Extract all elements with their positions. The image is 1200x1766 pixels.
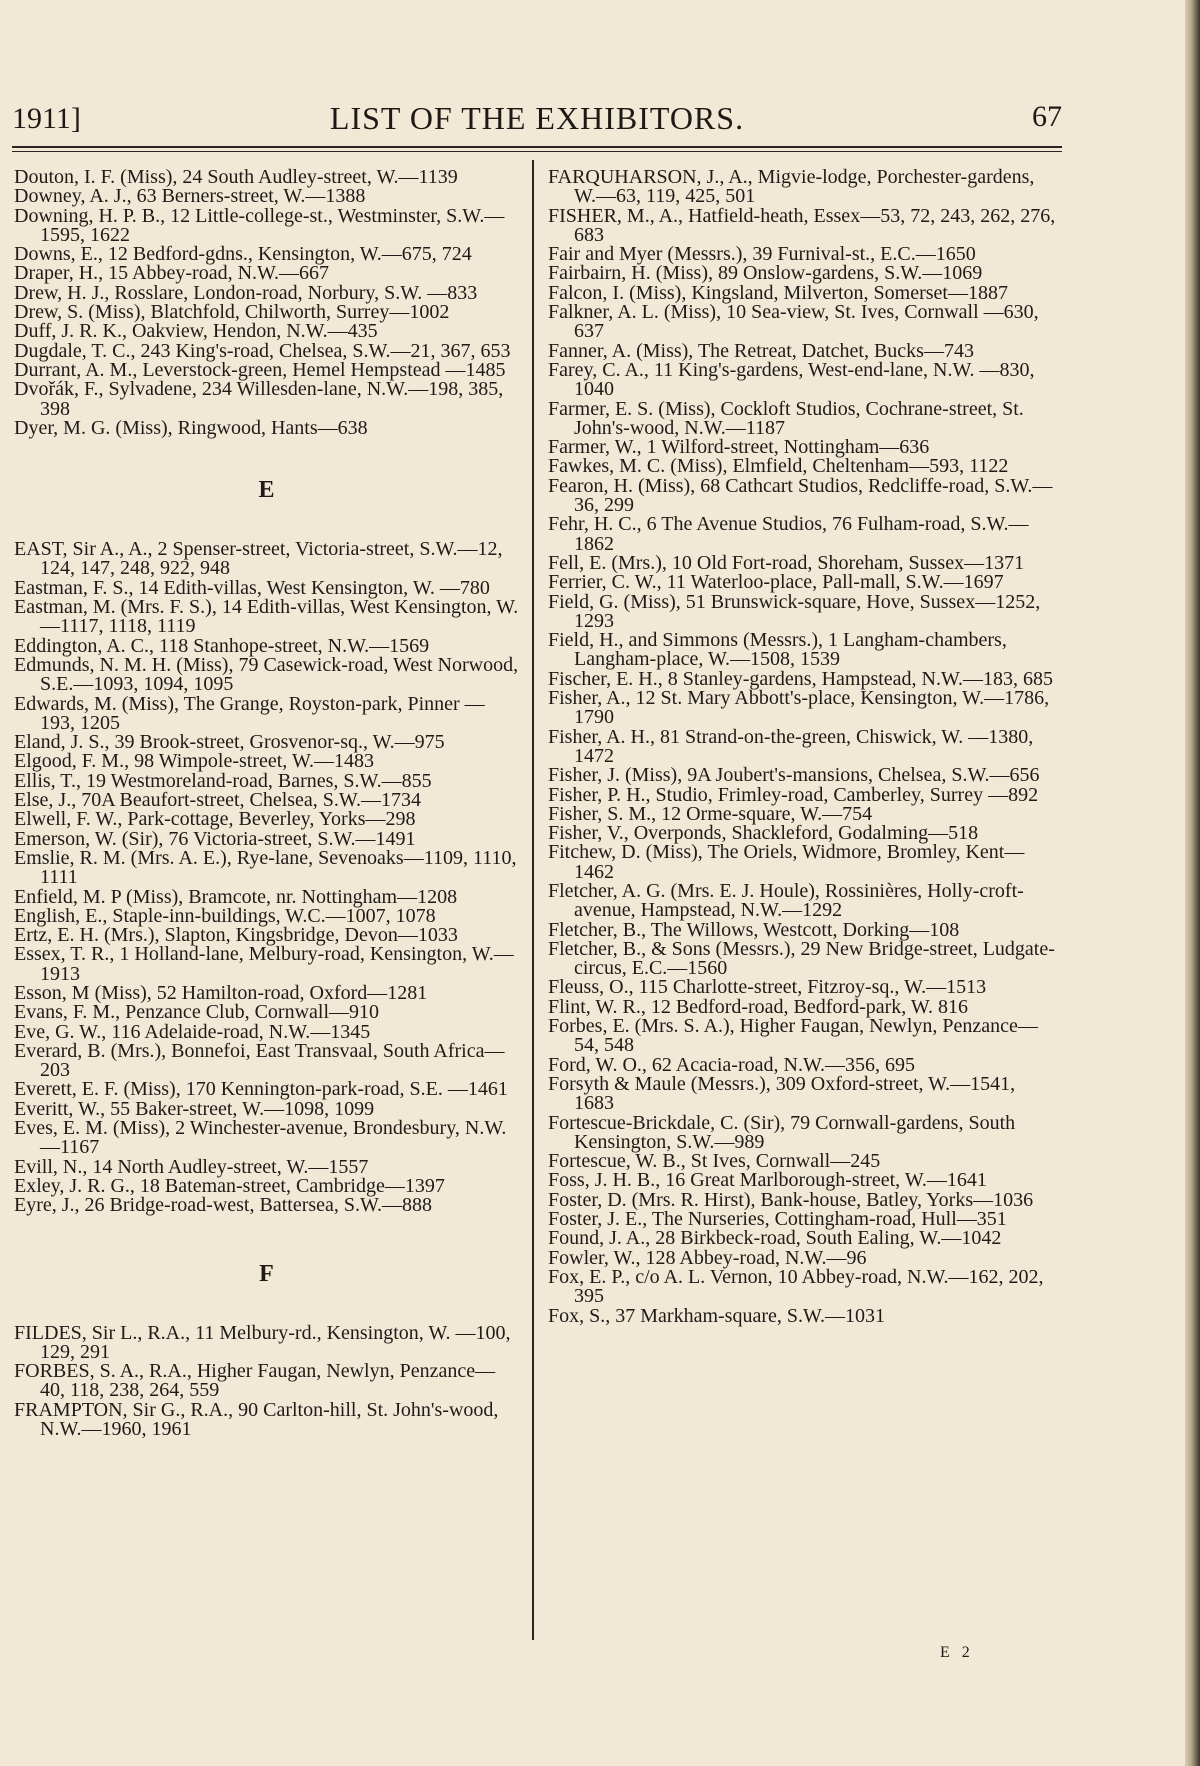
list-item: Fawkes, M. C. (Miss), Elmfield, Cheltenham—593, 1122 (548, 455, 1009, 478)
page-header (12, 100, 1062, 140)
entries-d (14, 168, 519, 438)
header-rule-thin (12, 151, 1062, 152)
list-item: Fletcher, B., & Sons (Messrs.), 29 New Bridge-street, Ludgate-circus, E.C.—1560 (548, 937, 1055, 980)
list-item: Duff, J. R. K., Oakview, Hendon, N.W.—435 (14, 320, 378, 343)
list-item: Evill, N., 14 North Audley-street, W.—1557 (14, 1155, 369, 1178)
list-item: Dugdale, T. C., 243 King's-road, Chelsea, S.W.—21, 367, 653 (14, 339, 511, 362)
section-letter-f: F (259, 1260, 274, 1287)
list-item: Drew, S. (Miss), Blatchfold, Chilworth, Surrey—1002 (14, 301, 450, 324)
list-item: English, E., Staple-inn-buildings, W.C.—1007, 1078 (14, 904, 436, 927)
signature-mark: E 2 (940, 1644, 974, 1661)
list-item: Ford, W. O., 62 Acacia-road, N.W.—356, 695 (548, 1053, 915, 1076)
list-item: Fair and Myer (Messrs.), 39 Furnival-st., E.C.—1650 (548, 243, 976, 266)
list-item: Exley, J. R. G., 18 Bateman-street, Cambridge—1397 (14, 1174, 445, 1197)
list-item: Eyre, J., 26 Bridge-road-west, Battersea, S.W.—888 (14, 1194, 433, 1217)
list-item: Ferrier, C. W., 11 Waterloo-place, Pall-mall, S.W.—1697 (548, 571, 1004, 594)
list-item: Edwards, M. (Miss), The Grange, Royston-park, Pinner —193, 1205 (14, 692, 485, 734)
list-item: Fowler, W., 128 Abbey-road, N.W.—96 (548, 1246, 867, 1269)
list-item: Field, H., and Simmons (Messrs.), 1 Langham-chambers, Langham-place, W.—1508, 1539 (548, 629, 1007, 671)
list-item: Downey, A. J., 63 Berners-street, W.—1388 (14, 185, 366, 208)
list-item: FISHER, M., A., Hatfield-heath, Essex—53, 72, 243, 262, 276, 683 (548, 204, 1056, 246)
list-item: Fearon, H. (Miss), 68 Cathcart Studios, Redcliffe-road, S.W.—36, 299 (548, 474, 1053, 517)
list-item: FORBES, S. A., R.A., Higher Faugan, Newlyn, Penzance—40, 118, 238, 264, 559 (14, 1360, 496, 1402)
list-item: Farmer, E. S. (Miss), Cockloft Studios, Cochrane-street, St. John's-wood, N.W.—1187 (548, 397, 1024, 439)
list-item: Enfield, M. P (Miss), Bramcote, nr. Nottingham—1208 (14, 885, 458, 908)
list-item: EAST, Sir A., A., 2 Spenser-street, Victoria-street, S.W.—12, 124, 147, 248, 922, 948 (14, 538, 503, 580)
list-item: Evans, F. M., Penzance Club, Cornwall—910 (14, 1001, 380, 1024)
list-item: Fleuss, O., 115 Charlotte-street, Fitzroy-sq., W.—1513 (548, 976, 987, 999)
list-item: Downing, H. P. B., 12 Little-college-st., Westminster, S.W.—1595, 1622 (14, 204, 505, 246)
list-item: Elgood, F. M., 98 Wimpole-street, W.—1483 (14, 750, 374, 773)
list-item: Essex, T. R., 1 Holland-lane, Melbury-road, Kensington, W.—1913 (14, 943, 514, 985)
list-item: Fisher, S. M., 12 Orme-square, W.—754 (548, 802, 873, 825)
list-item: Fisher, J. (Miss), 9A Joubert's-mansions, Chelsea, S.W.—656 (548, 764, 1040, 787)
list-item: FARQUHARSON, J., A., Migvie-lodge, Porchester-gardens, W.—63, 119, 425, 501 (548, 166, 1035, 208)
list-item: Fisher, A. H., 81 Strand-on-the-green, Chiswick, W. —1380, 1472 (548, 725, 1034, 767)
list-item: Else, J., 70A Beaufort-street, Chelsea, S.W.—1734 (14, 789, 421, 812)
list-item: Foster, J. E., The Nurseries, Cottingham-road, Hull—351 (548, 1208, 1007, 1231)
page-edge (1185, 0, 1200, 1766)
list-item: Fortescue-Brickdale, C. (Sir), 79 Cornwall-gardens, South Kensington, S.W.—989 (548, 1111, 1016, 1153)
list-item: Foster, D. (Mrs. R. Hirst), Bank-house, Batley, Yorks—1036 (548, 1188, 1034, 1211)
list-item: Dyer, M. G. (Miss), Ringwood, Hants—638 (14, 416, 368, 439)
list-item: Field, G. (Miss), 51 Brunswick-square, Hove, Sussex—1252, 1293 (548, 590, 1041, 632)
list-item: Fisher, P. H., Studio, Frimley-road, Camberley, Surrey —892 (548, 783, 1039, 806)
list-item: FILDES, Sir L., R.A., 11 Melbury-rd., Kensington, W. —100, 129, 291 (14, 1321, 511, 1363)
list-item: Ellis, T., 19 Westmoreland-road, Barnes, S.W.—855 (14, 769, 432, 792)
list-item: Ertz, E. H. (Mrs.), Slapton, Kingsbridge, Devon—1033 (14, 924, 458, 947)
list-item: Drew, H. J., Rosslare, London-road, Norbury, S.W. —833 (14, 281, 478, 304)
header-title: LIST OF THE EXHIBITORS. (329, 100, 745, 136)
list-item: Fox, E. P., c/o A. L. Vernon, 10 Abbey-road, N.W.—162, 202, 395 (548, 1265, 1044, 1308)
list-item: Fletcher, A. G. (Mrs. E. J. Houle), Rossinières, Holly-croft-avenue, Hampstead, N.W.—1292 (548, 879, 1024, 922)
list-item: Forsyth & Maule (Messrs.), 309 Oxford-street, W.—1541, 1683 (548, 1072, 1016, 1115)
list-item: Found, J. A., 28 Birkbeck-road, South Ealing, W.—1042 (548, 1227, 1002, 1250)
list-item: Eve, G. W., 116 Adelaide-road, N.W.—1345 (14, 1020, 371, 1043)
list-item: Durrant, A. M., Leverstock-green, Hemel Hempstead —1485 (14, 358, 506, 381)
list-item: Everett, E. F. (Miss), 170 Kennington-park-road, S.E. —1461 (14, 1078, 508, 1101)
list-item: Eastman, F. S., 14 Edith-villas, West Kensington, W. —780 (14, 576, 490, 599)
entries-e (14, 540, 519, 1215)
list-item: Elwell, F. W., Park-cottage, Beverley, Yorks—298 (14, 808, 416, 831)
list-item: Foss, J. H. B., 16 Great Marlborough-street, W.—1641 (548, 1169, 987, 1192)
list-item: Dvořák, F., Sylvadene, 234 Willesden-lane, N.W.—198, 385, 398 (14, 378, 504, 420)
list-item: Farey, C. A., 11 King's-gardens, West-end-lane, N.W. —830, 1040 (548, 358, 1035, 401)
list-item: Downs, E., 12 Bedford-gdns., Kensington, W.—675, 724 (14, 243, 472, 266)
column-divider (532, 160, 534, 1640)
header-rule-thick (12, 146, 1062, 148)
list-item: Eddington, A. C., 118 Stanhope-street, N.W.—1569 (14, 634, 430, 657)
list-item: Fehr, H. C., 6 The Avenue Studios, 76 Fulham-road, S.W.—1862 (548, 513, 1029, 555)
list-item: Draper, H., 15 Abbey-road, N.W.—667 (14, 262, 330, 285)
list-item: Eland, J. S., 39 Brook-street, Grosvenor-sq., W.—975 (14, 731, 445, 754)
entries-f (14, 1321, 519, 1441)
list-item: Edmunds, N. M. H. (Miss), 79 Casewick-road, West Norwood, S.E.—1093, 1094, 1095 (14, 653, 519, 696)
list-item: Eastman, M. (Mrs. F. S.), 14 Edith-villas, West Kensington, W.—1117, 1118, 1119 (14, 596, 519, 638)
right-column (548, 168, 1058, 1326)
list-item: FRAMPTON, Sir G., R.A., 90 Carlton-hill, St. John's-wood, N.W.—1960, 1961 (14, 1398, 499, 1441)
list-item: Falcon, I. (Miss), Kingsland, Milverton, Somerset—1887 (548, 281, 1008, 304)
list-item: Fletcher, B., The Willows, Westcott, Dorking—108 (548, 918, 960, 941)
list-item: Fisher, A., 12 St. Mary Abbott's-place, Kensington, W.—1786, 1790 (548, 687, 1050, 729)
list-item: Eves, E. M. (Miss), 2 Winchester-avenue, Brondesbury, N.W.—1167 (14, 1117, 507, 1159)
list-item: Everard, B. (Mrs.), Bonnefoi, East Transvaal, South Africa—203 (14, 1039, 505, 1082)
list-item: Flint, W. R., 12 Bedford-road, Bedford-park, W. 816 (548, 995, 968, 1018)
list-item: Emslie, R. M. (Mrs. A. E.), Rye-lane, Sevenoaks—1109, 1110, 1111 (14, 846, 517, 889)
list-item: Fanner, A. (Miss), The Retreat, Datchet, Bucks—743 (548, 339, 974, 362)
list-item: Farmer, W., 1 Wilford-street, Nottingham—636 (548, 436, 930, 459)
list-item: Forbes, E. (Mrs. S. A.), Higher Faugan, Newlyn, Penzance—54, 548 (548, 1015, 1038, 1057)
list-item: Esson, M (Miss), 52 Hamilton-road, Oxford—1281 (14, 981, 428, 1004)
left-column (14, 168, 519, 1439)
list-item: Everitt, W., 55 Baker-street, W.—1098, 1099 (14, 1097, 375, 1120)
list-item: Falkner, A. L. (Miss), 10 Sea-view, St. Ives, Cornwall —630, 637 (548, 301, 1039, 343)
list-item: Fitchew, D. (Miss), The Oriels, Widmore, Bromley, Kent—1462 (548, 841, 1025, 883)
section-letter-e: E (258, 477, 275, 504)
page-number: 67 (1032, 100, 1062, 133)
header-year: 1911] (12, 102, 81, 135)
list-item: Fisher, V., Overponds, Shackleford, Godalming—518 (548, 822, 979, 845)
list-item: Fox, S., 37 Markham-square, S.W.—1031 (548, 1304, 886, 1327)
list-item: Fell, E. (Mrs.), 10 Old Fort-road, Shoreham, Sussex—1371 (548, 551, 1025, 574)
list-item: Fortescue, W. B., St Ives, Cornwall—245 (548, 1150, 881, 1173)
list-item: Douton, I. F. (Miss), 24 South Audley-street, W.—1139 (14, 166, 458, 188)
list-item: Emerson, W. (Sir), 76 Victoria-street, S.W.—1491 (14, 827, 416, 850)
list-item: Fischer, E. H., 8 Stanley-gardens, Hampstead, N.W.—183, 685 (548, 667, 1054, 690)
list-item: Fairbairn, H. (Miss), 89 Onslow-gardens, S.W.—1069 (548, 262, 983, 285)
